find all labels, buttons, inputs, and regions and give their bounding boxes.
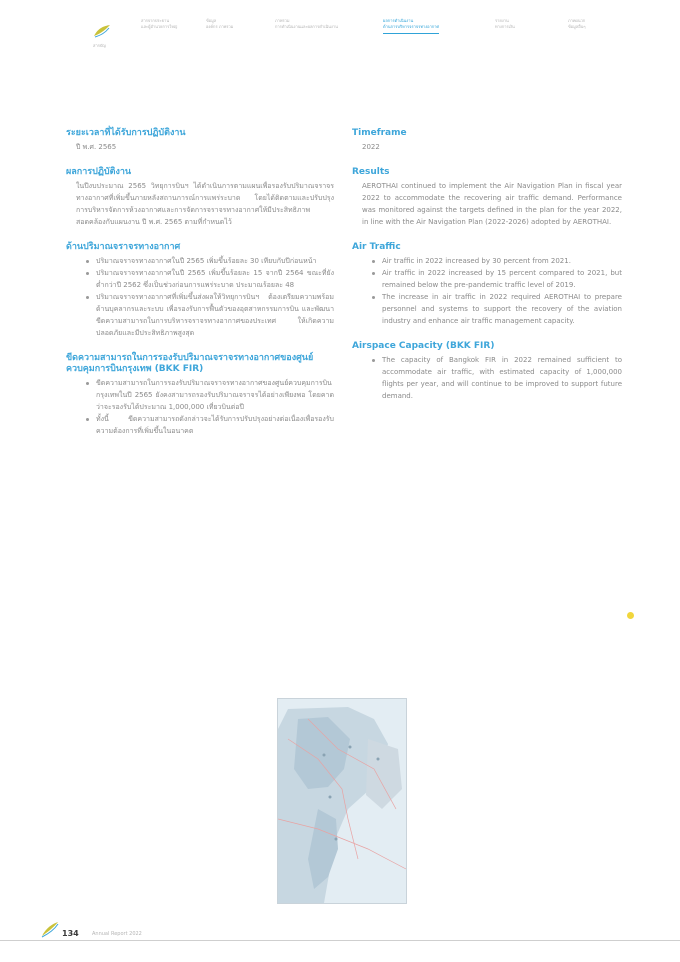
- section-heading: Air Traffic: [352, 242, 401, 252]
- nav-item-title: ผลการดำเนินงาน: [383, 18, 414, 23]
- section-timeframe-th: [66, 128, 334, 153]
- right-column-english: [352, 128, 622, 416]
- bullet-item: ขีดความสามารถในการรองรับปริมาณจราจรทางอากาศของศูนย์ควบคุมการบินกรุงเทพในปี 2565 ยังคงสามารถรองรับปริมาณจราจรได้อย่างเพียงพอ โดยคาดว่าจะรองรับได้ประมาณ 1,000,000 เที่ยวบินต่อปี: [66, 377, 334, 413]
- bullet-item: ปริมาณจราจรทางอากาศในปี 2565 เพิ่มขึ้นร้อยละ 15 จากปี 2564 ขณะที่ยังต่ำกว่าปี 2562 ซึ่งเป็นช่วงก่อนการแพร่ระบาด ประมาณร้อยละ 48: [66, 267, 334, 291]
- section-body: ปี พ.ศ. 2565: [76, 143, 117, 151]
- section-heading: ด้านปริมาณจราจรทางอากาศ: [66, 242, 181, 252]
- nav-item-appendix[interactable]: [568, 18, 586, 30]
- section-results-th: [66, 167, 334, 228]
- section-body: ในปีงบประมาณ 2565 วิทยุการบินฯ ได้ดำเนินการตามแผนเพื่อรองรับปริมาณจราจรทางอากาศที่เพิ่มขึ้นภายหลังสถานการณ์การแพร่ระบาด โดยได้ติดตามและปรับปรุงการบริหารจัดการห้วงอากาศและการจัดการจราจรทางอากาศให้มีประสิทธิภาพ สอดคล้องกับแผนงาน ปี พ.ศ. 2565 ตามที่กำหนดไว้: [76, 182, 334, 226]
- nav-item-label: ทางการเงิน: [495, 24, 515, 29]
- map-graphic: [278, 699, 406, 903]
- left-column-thai: [66, 128, 334, 451]
- nav-item-performance[interactable]: [383, 18, 439, 30]
- nav-item-label: และผู้อำนวยการใหญ่: [141, 24, 178, 29]
- bullet-item: The capacity of Bangkok FIR in 2022 remained sufficient to accommodate air traffic, with estimated capacity of 1,000,000 flights per year, and will continue to be improved to support future demand.: [352, 354, 622, 402]
- section-heading: Airspace Capacity (BKK FIR): [352, 341, 495, 351]
- leaf-logo-icon[interactable]: [93, 24, 111, 38]
- active-indicator: [383, 33, 439, 34]
- side-marker: [627, 612, 634, 619]
- nav-item-overview[interactable]: [206, 18, 233, 30]
- footer-leaf-icon: [40, 920, 60, 938]
- nav-item-operations[interactable]: [275, 18, 338, 30]
- bullet-item: ทั้งนี้ ขีดความสามารถดังกล่าวจะได้รับการปรับปรุงอย่างต่อเนื่องเพื่อรองรับความต้องการที่เพิ่มขึ้นในอนาคต: [66, 413, 334, 437]
- nav-item-title: รายงาน: [495, 18, 509, 23]
- page-number: 134: [62, 929, 79, 938]
- nav-item-title: สารจากประธาน: [141, 18, 170, 23]
- nav-item-label: องค์กร ภาพรวม: [206, 24, 234, 29]
- bullet-item: ปริมาณจราจรทางอากาศที่เพิ่มขึ้นส่งผลให้วิทยุการบินฯ ต้องเตรียมความพร้อมด้านบุคลากรและระบบ เพื่อรองรับการฟื้นตัวของอุตสาหกรรมการบิน และพัฒนาขีดความสามารถในการบริหารจราจรทางอากาศของประเทศ ให้เกิดความปลอดภัยและมีประสิทธิภาพสูงสุด: [66, 291, 334, 339]
- footer-divider: [0, 940, 680, 941]
- nav-item-label: ข้อมูลอื่นๆ: [568, 24, 586, 29]
- section-body: 2022: [362, 143, 380, 151]
- section-capacity-th: [66, 353, 334, 437]
- section-heading: Timeframe: [352, 128, 407, 138]
- section-heading: ผลการปฏิบัติงาน: [66, 167, 132, 177]
- section-capacity-en: [352, 341, 622, 402]
- footer-report-title: Annual Report 2022: [92, 931, 142, 937]
- section-heading: ขีดความสามารถในการรองรับปริมาณจราจรทางอากาศของศูนย์ควบคุมการบินกรุงเทพ (BKK FIR): [66, 353, 314, 374]
- section-results-en: [352, 167, 622, 228]
- nav-item-message[interactable]: [141, 18, 177, 30]
- section-body: AEROTHAI continued to implement the Air Navigation Plan in fiscal year 2022 to accommodate the recovering air traffic demand. Performance was monitored against the targets defined in the plan for the year 2022, in line with the Air Navigation Plan (2022-2026) adopted by AEROTHAI.: [362, 182, 622, 226]
- nav-item-label: ด้านการบริหารจราจรทางอากาศ: [383, 24, 440, 29]
- section-heading: ระยะเวลาที่ได้รับการปฏิบัติงาน: [66, 128, 186, 138]
- section-traffic-en: [352, 242, 622, 327]
- nav-item-financial[interactable]: [495, 18, 515, 30]
- section-traffic-th: [66, 242, 334, 339]
- nav-item-title: ภาพรวม: [275, 18, 290, 23]
- top-navigation: [0, 14, 680, 54]
- nav-item-title: ภาคผนวก: [568, 18, 586, 23]
- bullet-item: Air traffic in 2022 increased by 15 percent compared to 2021, but remained below the pre-pandemic traffic level of 2019.: [352, 267, 622, 291]
- nav-item-label: การดำเนินงานและผลการดำเนินงาน: [275, 24, 338, 29]
- bullet-item: The increase in air traffic in 2022 required AEROTHAI to prepare personnel and systems to support the recovery of the aviation industry and enhance air traffic management capacity.: [352, 291, 622, 327]
- section-heading: Results: [352, 167, 390, 177]
- bullet-item: ปริมาณจราจรทางอากาศในปี 2565 เพิ่มขึ้นร้อยละ 30 เทียบกับปีก่อนหน้า: [66, 255, 334, 267]
- section-timeframe-en: [352, 128, 622, 153]
- airspace-map: [277, 698, 407, 904]
- bullet-item: Air traffic in 2022 increased by 30 percent from 2021.: [352, 255, 622, 267]
- nav-item-title: ข้อมูล: [206, 18, 217, 23]
- nav-home-label: สารบัญ: [93, 43, 106, 48]
